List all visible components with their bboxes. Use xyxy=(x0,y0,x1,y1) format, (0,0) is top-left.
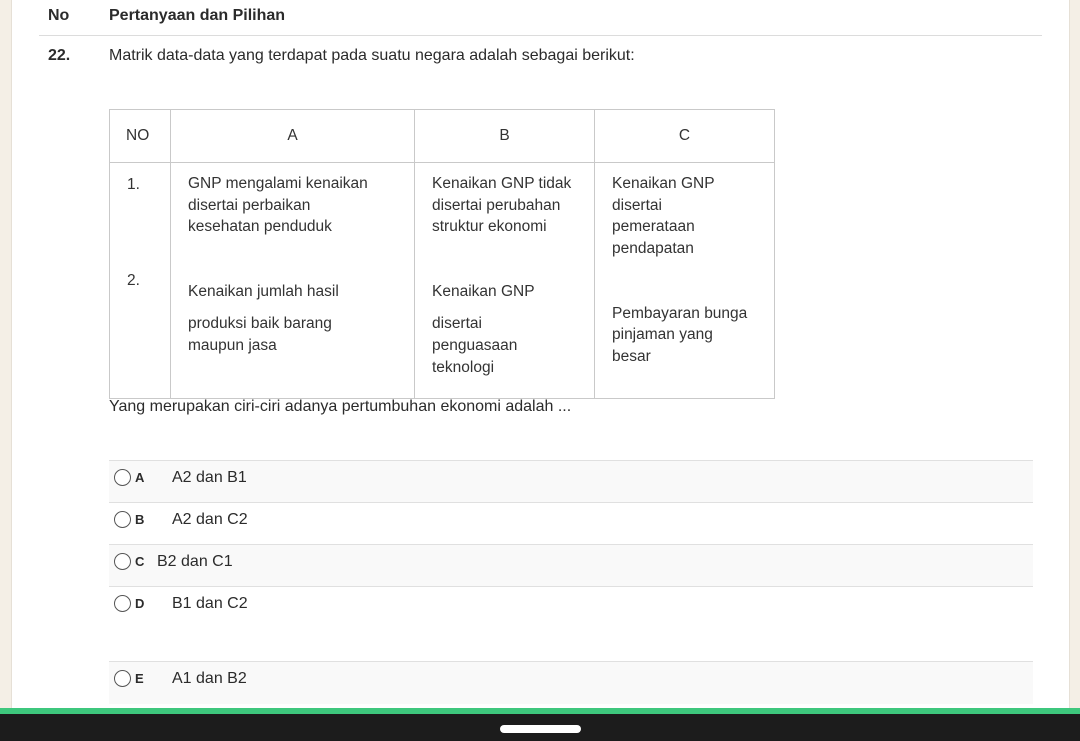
cell-c1-line3: pemerataan xyxy=(612,218,695,235)
table-header-no: NO xyxy=(110,110,171,163)
option-e-letter: E xyxy=(135,671,144,686)
table-header-a: A xyxy=(171,110,415,163)
cell-b2-line1: Kenaikan GNP xyxy=(432,283,535,300)
option-c-letter: C xyxy=(135,554,145,569)
header-question-label: Pertanyaan dan Pilihan xyxy=(109,7,286,24)
system-navigation-bar xyxy=(0,714,1080,741)
cell-a1-line1: GNP mengalami kenaikan xyxy=(188,175,368,192)
table-header-c: C xyxy=(595,110,775,163)
row-number-1: 1. xyxy=(127,176,140,193)
table-cell-no xyxy=(110,163,171,399)
cell-c2-line2: pinjaman yang xyxy=(612,326,713,343)
question-followup-text: Yang merupakan ciri-ciri adanya pertumbuhan ekonomi adalah ... xyxy=(109,398,572,415)
option-d[interactable] xyxy=(109,586,1033,629)
cell-a2-line3: maupun jasa xyxy=(188,337,277,354)
option-e-text: A1 dan B2 xyxy=(172,670,247,687)
cell-c1-line4: pendapatan xyxy=(612,240,694,257)
table-cell-b xyxy=(415,163,595,399)
option-c-text: B2 dan C1 xyxy=(157,553,233,570)
cell-c1-line2: disertai xyxy=(612,197,662,214)
home-indicator[interactable] xyxy=(500,725,581,733)
option-c[interactable] xyxy=(109,544,1033,587)
option-c-radio[interactable] xyxy=(114,553,131,570)
option-a-letter: A xyxy=(135,470,145,485)
cell-b1-line1: Kenaikan GNP tidak xyxy=(432,175,572,192)
option-b-radio[interactable] xyxy=(114,511,131,528)
option-e[interactable] xyxy=(109,661,1033,704)
option-b-letter: B xyxy=(135,512,145,527)
option-b-text: A2 dan C2 xyxy=(172,511,248,528)
question-number: 22. xyxy=(48,47,71,64)
cell-b2-line3: penguasaan xyxy=(432,337,518,354)
table-header-row xyxy=(110,110,775,163)
table-cell-a xyxy=(171,163,415,399)
question-text: Matrik data-data yang terdapat pada suatu negara adalah sebagai berikut: xyxy=(109,47,635,64)
option-a-radio[interactable] xyxy=(114,469,131,486)
cell-c2-line3: besar xyxy=(612,348,651,365)
option-a-text: A2 dan B1 xyxy=(172,469,247,486)
cell-b1-line2: disertai perubahan xyxy=(432,197,561,214)
cell-b2-line4: teknologi xyxy=(432,359,495,376)
option-d-text: B1 dan C2 xyxy=(172,595,248,612)
option-d-radio[interactable] xyxy=(114,595,131,612)
cell-a1-line3: kesehatan penduduk xyxy=(188,218,332,235)
question-card xyxy=(11,0,1070,741)
cell-c2-line1: Pembayaran bunga xyxy=(612,305,748,322)
cell-a2-line1: Kenaikan jumlah hasil xyxy=(188,283,339,300)
option-b[interactable] xyxy=(109,502,1033,545)
cell-a2-line2: produksi baik barang xyxy=(188,315,332,332)
cell-b2-line2: disertai xyxy=(432,315,482,332)
row-number-2: 2. xyxy=(127,272,140,289)
table-row xyxy=(110,163,775,399)
question-header xyxy=(39,0,1042,36)
option-a[interactable] xyxy=(109,460,1033,503)
option-d-letter: D xyxy=(135,596,145,611)
option-e-radio[interactable] xyxy=(114,670,131,687)
data-matrix-table xyxy=(109,109,775,399)
cell-b1-line3: struktur ekonomi xyxy=(432,218,547,235)
table-header-b: B xyxy=(415,110,595,163)
cell-a1-line2: disertai perbaikan xyxy=(188,197,311,214)
header-no-label: No xyxy=(48,7,70,24)
cell-c1-line1: Kenaikan GNP xyxy=(612,175,715,192)
table-cell-c xyxy=(595,163,775,399)
